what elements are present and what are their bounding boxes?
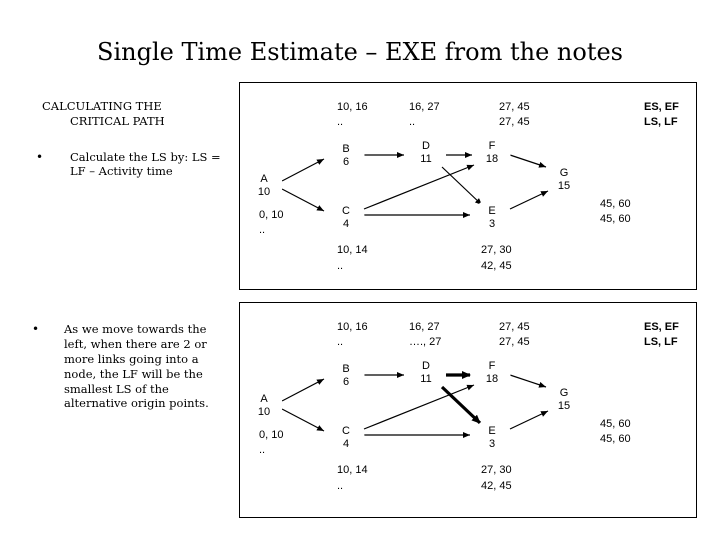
node-g-time: 15 — [557, 400, 571, 412]
label-e-line2-rest: , 45 — [493, 480, 512, 492]
legend-line1: ES, EF — [644, 101, 679, 113]
label-g-line1: 45, 60 — [600, 418, 631, 430]
bullet2-line1: As we move towards the — [64, 322, 207, 336]
node-e-name: E — [488, 425, 496, 437]
label-b-line1: 10, 16 — [337, 321, 368, 333]
arrow-a-b — [282, 159, 324, 181]
label-e-line2 — [481, 480, 512, 492]
label-d-line2-prefix: …., — [409, 336, 430, 348]
node-c-name: C — [342, 205, 350, 217]
node-e-name: E — [488, 205, 496, 217]
label-g-line2-rest: , 60 — [612, 433, 631, 445]
label-e-line1: 27, 30 — [481, 464, 512, 476]
label-c-line1: 10, 14 — [337, 244, 368, 256]
label-f-line2 — [499, 336, 530, 348]
node-e-time: 3 — [488, 218, 496, 230]
label-c-line2: .. — [337, 480, 344, 492]
bullet2-line5: smallest LS of the — [64, 382, 169, 396]
arrow-a-b — [282, 379, 324, 401]
node-a-name: A — [260, 173, 268, 185]
label-g-ls-bold: 45 — [600, 433, 613, 445]
arrow-f-g — [510, 375, 546, 387]
node-g-time: 15 — [557, 180, 571, 192]
node-f-name: F — [488, 360, 496, 372]
bullet2-line3: more links going into a — [64, 352, 199, 366]
node-g-name: G — [559, 387, 569, 399]
node-a-name: A — [260, 393, 268, 405]
label-g-line1: 45, 60 — [600, 198, 631, 210]
label-b-line2: .. — [337, 336, 344, 348]
label-a-line2: .. — [259, 444, 266, 456]
heading-line2: CRITICAL PATH — [70, 114, 165, 128]
node-b-name: B — [342, 363, 350, 375]
label-b-line2: .. — [337, 116, 344, 128]
network-svg-1 — [240, 83, 696, 289]
label-b-line1: 10, 16 — [337, 101, 368, 113]
arrow-d-e — [442, 167, 482, 205]
node-b-time: 6 — [342, 376, 350, 388]
bullet2-line2: left, when there are 2 or — [64, 337, 207, 351]
label-e-line2: 42, 45 — [481, 260, 512, 272]
arrow-d-e-highlighted — [442, 387, 480, 423]
node-d-time: 11 — [420, 153, 432, 165]
arrow-e-g — [510, 411, 548, 429]
arrow-f-g — [510, 155, 546, 167]
label-e-ls-bold: 42 — [481, 480, 494, 492]
label-f-ls-bold: 27 — [499, 336, 512, 348]
network-diagram-2 — [239, 302, 697, 518]
node-c-name: C — [342, 425, 350, 437]
node-d-time: 11 — [420, 373, 432, 385]
label-f-line1: 27, 45 — [499, 321, 530, 333]
label-c-line1: 10, 14 — [337, 464, 368, 476]
label-g-line2 — [600, 433, 631, 445]
node-b-name: B — [342, 143, 350, 155]
label-f-line1: 27, 45 — [499, 101, 530, 113]
label-d-line1: 16, 27 — [409, 321, 440, 333]
bullet1-line2: LF – Activity time — [70, 164, 173, 178]
label-d-line2: .. — [409, 116, 416, 128]
bullet1-line1: Calculate the LS by: LS = — [70, 150, 221, 164]
slide-title: Single Time Estimate – EXE from the notes — [97, 38, 623, 66]
label-f-line2: 27, 45 — [499, 116, 530, 128]
network-svg-2 — [240, 303, 696, 517]
heading-line1: CALCULATING THE — [42, 99, 162, 113]
arrow-e-g — [510, 191, 548, 209]
label-c-line2: .. — [337, 260, 344, 272]
label-a-line1: 0, 10 — [259, 429, 284, 441]
label-a-line2: .. — [259, 224, 266, 236]
node-d-name: D — [422, 140, 430, 152]
arrow-a-c — [282, 409, 324, 431]
label-e-line1: 27, 30 — [481, 244, 512, 256]
node-c-time: 4 — [342, 438, 350, 450]
node-g-name: G — [559, 167, 569, 179]
label-g-line2: 45, 60 — [600, 213, 631, 225]
legend-line2: LS, LF — [644, 336, 678, 348]
network-diagram-1 — [239, 82, 697, 290]
node-f-time: 18 — [485, 153, 499, 165]
label-d-line1: 16, 27 — [409, 101, 440, 113]
label-f-line2-rest: , 45 — [511, 336, 530, 348]
node-e-time: 3 — [488, 438, 496, 450]
node-d-name: D — [422, 360, 430, 372]
bullet2-line6: alternative origin points. — [64, 396, 209, 410]
label-a-line1: 0, 10 — [259, 209, 284, 221]
node-b-time: 6 — [342, 156, 350, 168]
label-d-lf-bold: 27 — [429, 336, 442, 348]
node-a-time: 10 — [257, 186, 271, 198]
bullet-marker-2: • — [32, 322, 40, 336]
node-c-time: 4 — [342, 218, 350, 230]
node-a-time: 10 — [257, 406, 271, 418]
bullet-marker-1: • — [36, 150, 44, 164]
label-d-line2 — [409, 336, 441, 348]
node-f-name: F — [488, 140, 496, 152]
legend-line2: LS, LF — [644, 116, 678, 128]
legend-line1: ES, EF — [644, 321, 679, 333]
bullet2-line4: node, the LF will be the — [64, 367, 203, 381]
arrow-a-c — [282, 189, 324, 211]
node-f-time: 18 — [485, 373, 499, 385]
